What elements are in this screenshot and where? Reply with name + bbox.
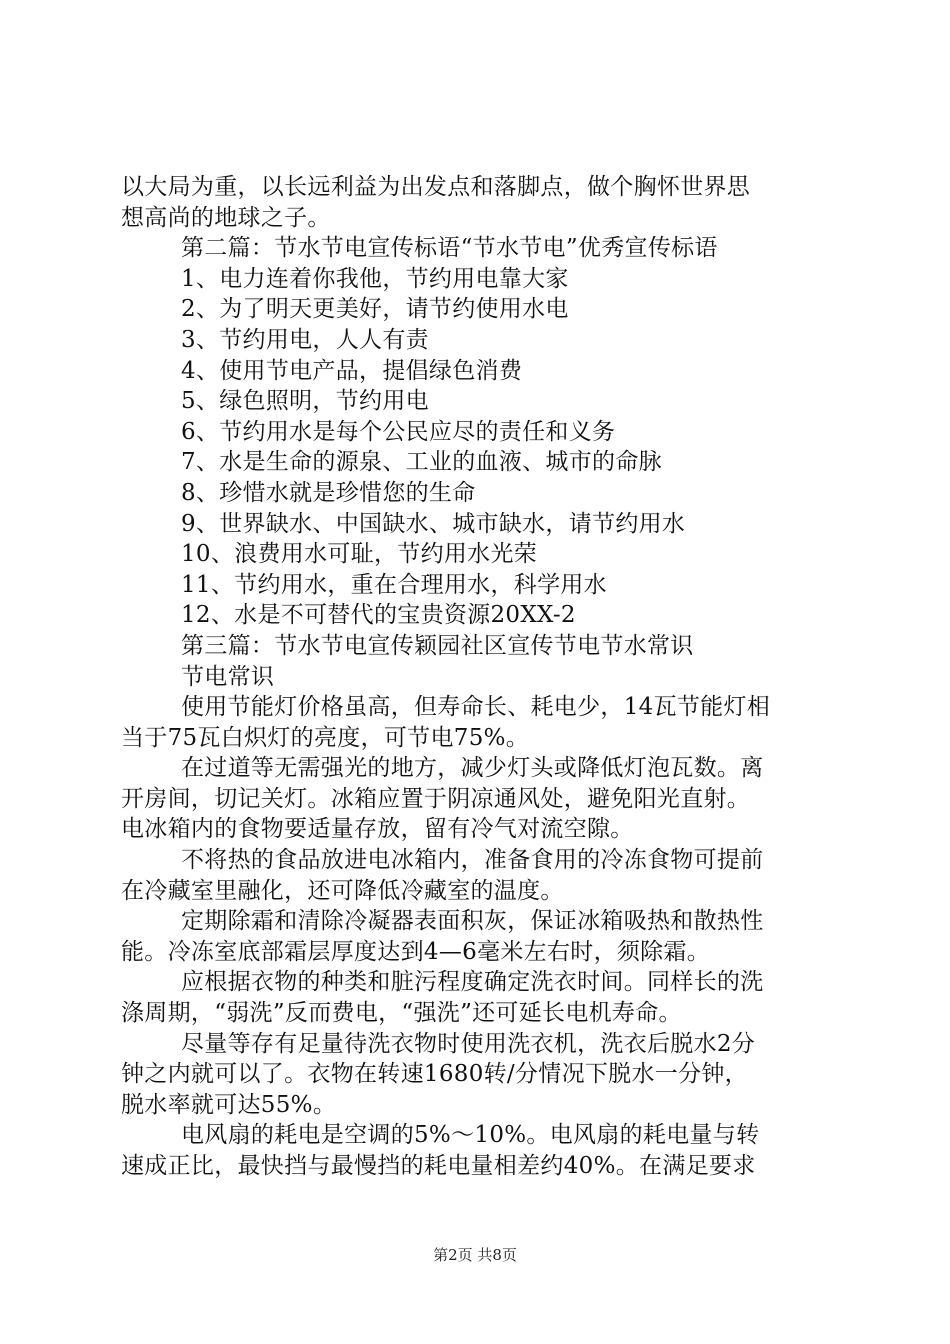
text-line: 5、绿色照明，节约用电 — [181, 388, 429, 415]
text-line: 电冰箱内的食物要适量存放，留有冷气对流空隙。 — [121, 816, 634, 843]
text-line: 节电常识 — [181, 663, 275, 690]
text-line: 7、水是生命的源泉、工业的血液、城市的命脉 — [181, 449, 662, 476]
text-line: 以大局为重，以长远利益为出发点和落脚点，做个胸怀世界思 — [121, 174, 751, 200]
text-line: 10、浪费用水可耻，节约用水光荣 — [181, 541, 538, 568]
text-line: 在过道等无需强光的地方，减少灯头或降低灯泡瓦数。离 — [181, 755, 764, 782]
text-line: 11、节约用水，重在合理用水，科学用水 — [181, 571, 607, 598]
text-line: 6、节约用水是每个公民应尽的责任和义务 — [181, 418, 616, 445]
text-line: 9、世界缺水、中国缺水、城市缺水，请节约用水 — [181, 510, 686, 537]
text-line: 钟之内就可以了。衣物在转速1680转/分情况下脱水一分钟， — [121, 1061, 748, 1088]
text-line: 第三篇：节水节电宣传颖园社区宣传节电节水常识 — [181, 632, 694, 659]
text-line: 尽量等存有足量待洗衣物时使用洗衣机，洗衣后脱水2分 — [181, 1030, 756, 1057]
text-line: 速成正比，最快挡与最慢挡的耗电量相差约40%。在满足要求 — [121, 1153, 756, 1179]
text-line: 8、珍惜水就是珍惜您的生命 — [181, 479, 476, 506]
document-body — [121, 172, 831, 1182]
text-line: 1、电力连着你我他，节约用电靠大家 — [181, 265, 569, 292]
text-line: 开房间，切记关灯。冰箱应置于阴凉通风处，避免阳光直射。 — [121, 785, 751, 812]
text-line: 脱水率就可达55%。 — [121, 1091, 337, 1118]
text-line: 2、为了明天更美好，请节约使用水电 — [181, 296, 569, 323]
text-line: 想高尚的地球之子。 — [121, 204, 331, 231]
text-line: 在冷藏室里融化，还可降低冷藏室的温度。 — [121, 877, 564, 904]
page-footer: 第2页 共8页 — [433, 1246, 517, 1264]
text-line: 当于75瓦白炽灯的亮度，可节电75%。 — [121, 724, 530, 751]
text-line: 涤周期，“弱洗”反而费电，“强洗”还可延长电机寿命。 — [121, 1000, 682, 1027]
text-line: 12、水是不可替代的宝贵资源20XX-2 — [181, 602, 576, 629]
text-line: 不将热的食品放进电冰箱内，准备食用的冷冻食物可提前 — [181, 847, 764, 874]
text-line: 4、使用节电产品，提倡绿色消费 — [181, 357, 523, 384]
text-line: 定期除霜和清除冷凝器表面积灰，保证冰箱吸热和散热性 — [181, 908, 764, 935]
text-line: 能。冷冻室底部霜层厚度达到4—6毫米左右时，须除霜。 — [121, 938, 711, 965]
text-line: 3、节约用电，人人有责 — [181, 326, 429, 353]
text-line: 使用节能灯价格虽高，但寿命长、耗电少，14瓦节能灯相 — [181, 694, 771, 721]
text-line: 第二篇：节水节电宣传标语“节水节电”优秀宣传标语 — [181, 235, 718, 262]
text-line: 应根据衣物的种类和脏污程度确定洗衣时间。同样长的洗 — [181, 969, 764, 996]
text-line: 电风扇的耗电是空调的5%～10%。电风扇的耗电量与转 — [181, 1122, 760, 1149]
